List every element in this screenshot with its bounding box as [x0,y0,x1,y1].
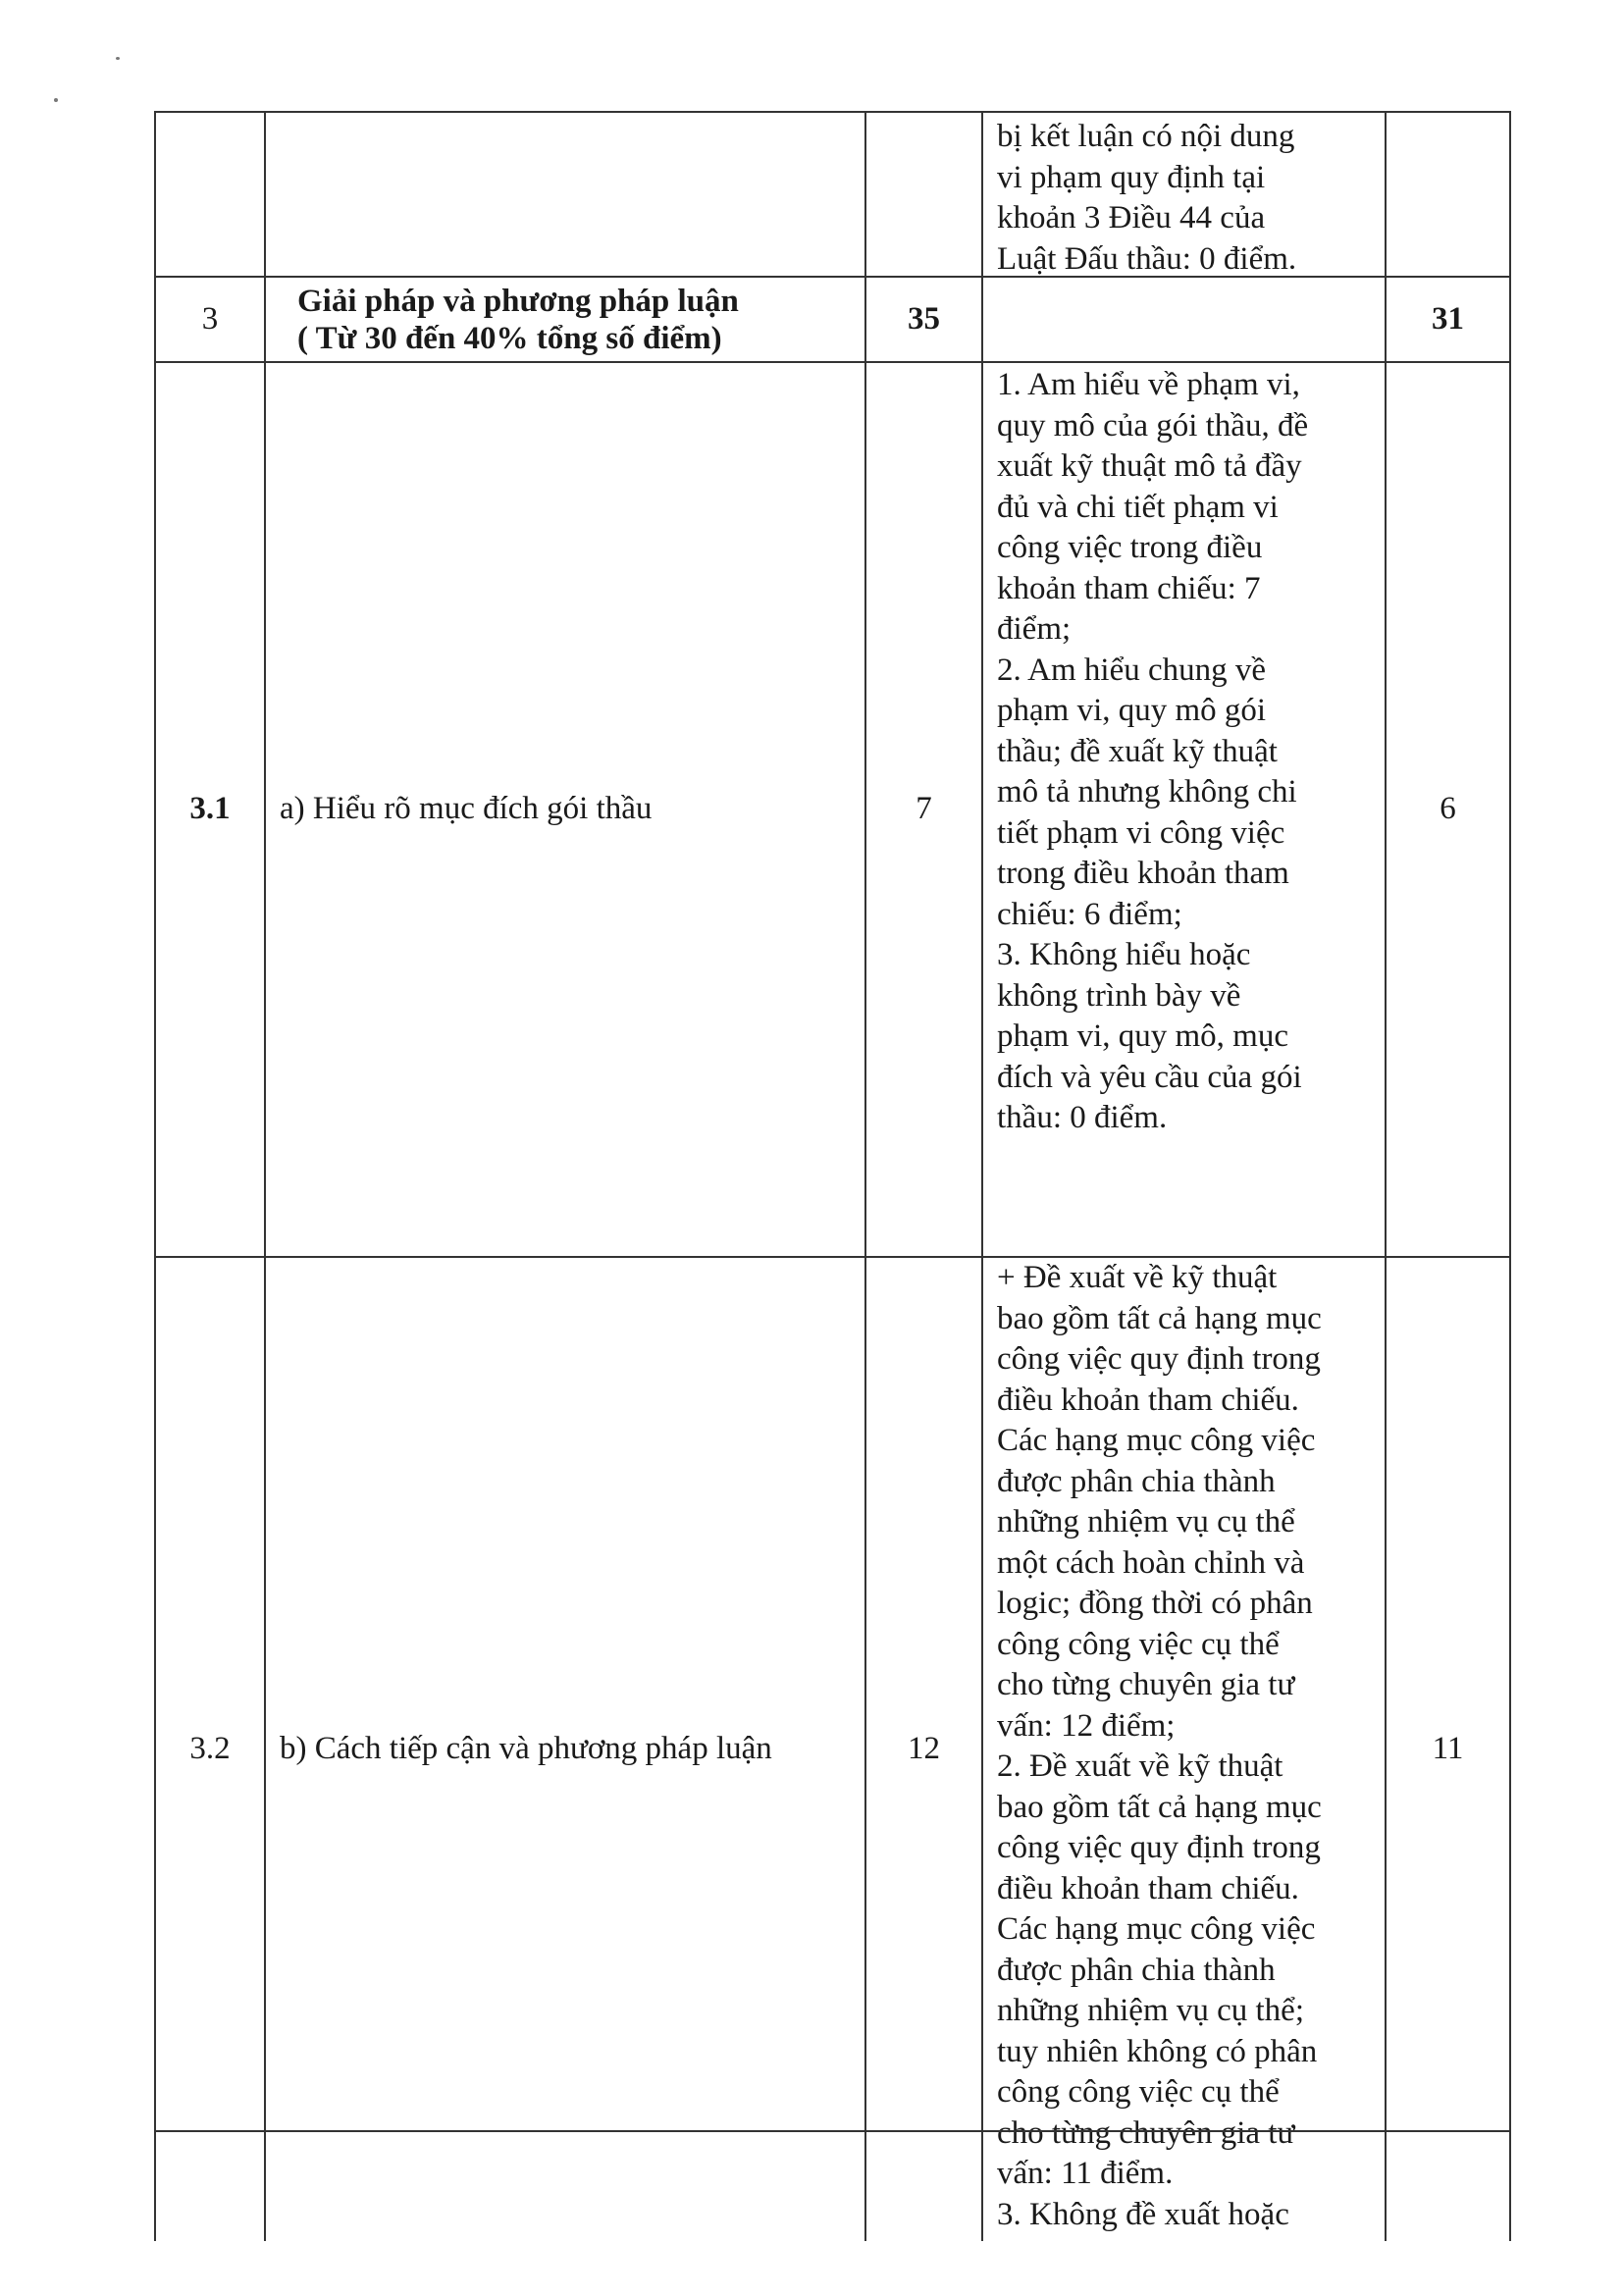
points-cell: 6 [1385,361,1511,1256]
points-cell: 11 [1385,1256,1511,2241]
table-row [154,361,1511,1256]
max-points-cell [864,111,981,276]
row-number-cell: 3.1 [154,361,264,1256]
scan-speck [54,98,58,102]
scoring-criteria-cell [981,276,1385,361]
criteria-cell: b) Cách tiếp cận và phương pháp luận [264,1256,864,2241]
table-row [154,111,1511,276]
criteria-cell [264,111,864,276]
scoring-criteria-cell [981,1256,1385,2241]
max-points-cell: 35 [864,276,981,361]
table-bottom-border [154,2130,1511,2132]
criteria-cell [264,276,864,361]
scoring-criteria-cell [981,111,1385,276]
max-points-cell: 12 [864,1256,981,2241]
scoring-text: bị kết luận có nội dung vi phạm quy định tại khoản 3 Điều 44 của Luật Đấu thầu: 0 điểm. [997,119,1297,277]
points-cell [1385,111,1511,276]
table-row [154,1256,1511,2241]
section-row [154,276,1511,361]
row-number-cell: 3 [154,276,264,361]
scoring-text: 1. Am hiểu về phạm vi, quy mô của gói thầu, đề xuất kỹ thuật mô tả đầy đủ và chi tiết phạm vi công việc trong điều khoản tham chiếu: 7 điểm; 2. Am hiểu chung về phạm vi, quy mô gói thầu; đề xuất kỹ thuật mô tả nhưng không chi tiết phạm vi công việc trong điều khoản tham chiếu: 6 điểm; 3. Không hiểu hoặc không trình bày về phạm vi, quy mô, mục đích và yêu cầu của gói thầu: 0 điểm. [997,367,1309,1135]
scoring-text: + Đề xuất về kỹ thuật bao gồm tất cả hạng mục công việc quy định trong điều khoản tham chiếu. Các hạng mục công việc được phân chia thành những nhiệm vụ cụ thể một cách hoàn chỉnh và logic; đồng thời có phân công công việc cụ thể cho từng chuyên gia tư vấn: 12 điểm; 2. Đề xuất về kỹ thuật bao gồm tất cả hạng mục công việc quy định trong điều khoản tham chiếu. Các hạng mục công việc được phân chia thành những nhiệm vụ cụ thể; tuy nhiên không có phân công công việc cụ thể cho từng chuyên gia tư vấn: 11 điểm. 3. Không đề xuất hoặc [997,1260,1322,2232]
points-cell: 31 [1385,276,1511,361]
criteria-cell: a) Hiểu rõ mục đích gói thầu [264,361,864,1256]
section-weight: ( Từ 30 đến 40% tổng số điểm) [297,320,722,356]
scoring-criteria-cell [981,361,1385,1256]
scan-speck [116,57,120,60]
row-number-cell [154,111,264,276]
row-number-cell: 3.2 [154,1256,264,2241]
section-title: Giải pháp và phương pháp luận [297,283,739,319]
max-points-cell: 7 [864,361,981,1256]
